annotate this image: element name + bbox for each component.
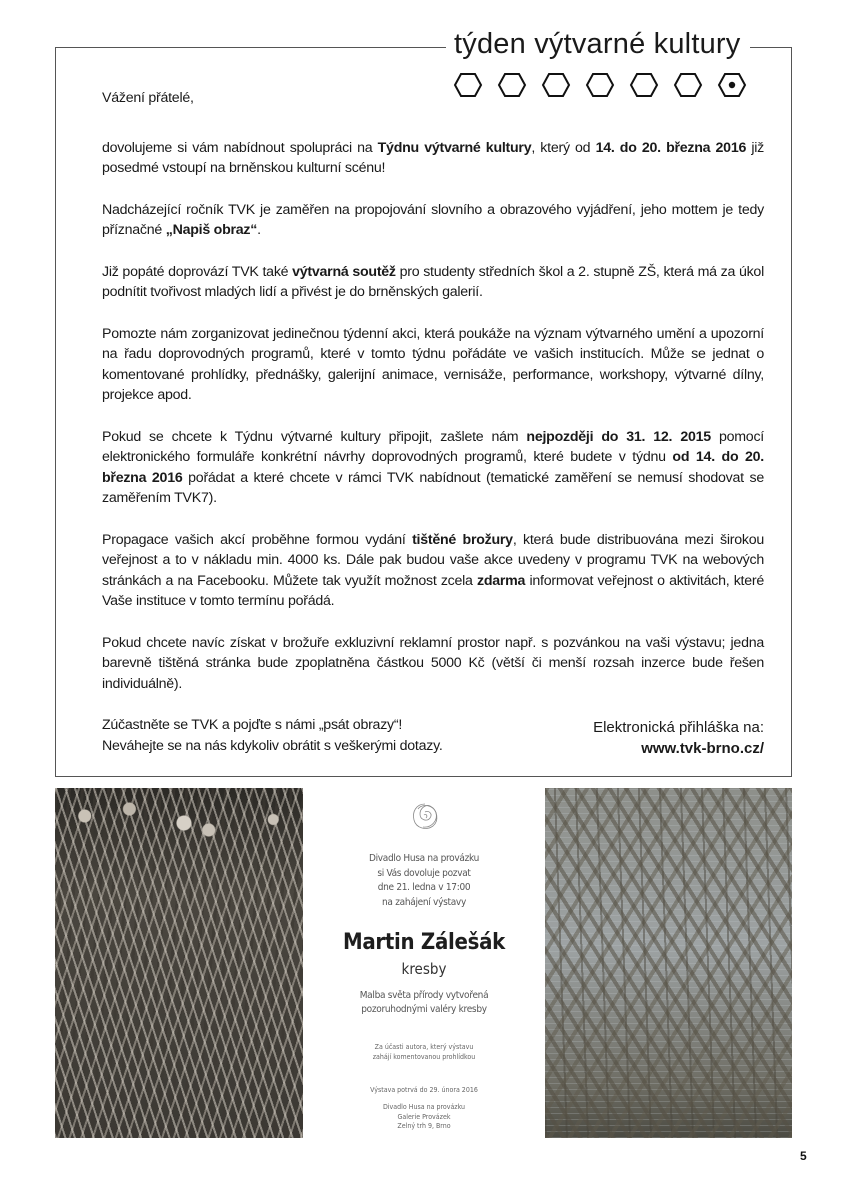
emphasis-text: 14. do 20. března 2016 — [595, 139, 747, 156]
body-text: Pomozte nám zorganizovat jedinečnou týdenní akci, která poukáže na význam výtvarného umění a upozorní na řadu doprovodných programů, které v tomto týdnu pořádáte ve vašich institucích. Může se jednat o komentované prohlídky, přednášky, galerijní animace, vernisáže, performance, workshopy, výtvarné dílny, projekce apod. — [102, 325, 764, 403]
application-url-link[interactable]: www.tvk-brno.cz/ — [641, 740, 764, 757]
body-text: Nadcházející ročník TVK je zaměřen na propojování slovního a obrazového vyjádření, jeho mottem je tedy příznačné — [102, 201, 764, 238]
body-text: Již popáté doprovází TVK také — [102, 263, 293, 280]
invitation-intro — [303, 852, 545, 910]
address-line: Galerie Provázek — [397, 1112, 451, 1121]
letter-paragraph — [102, 200, 764, 241]
emphasis-text: od 14. do 20. března 2016 — [102, 449, 764, 486]
emphasis-text: „Napiš obraz“ — [165, 222, 258, 238]
address-line: Zelný trh 9, Brno — [397, 1122, 451, 1130]
description-line: Malba světa přírody vytvořená — [359, 990, 489, 1001]
body-text: již posedmé vstoupí na brněnskou kulturní scénu! — [102, 139, 765, 176]
body-text: , která bude distribuována mezi širokou veřejnost a to v nákladu min. 4000 ks. Dále pak budou vaše akce uvedeny v programu TVK na webových stránkách a na Facebooku. Můžete tak využít možnost zcela — [102, 531, 764, 589]
exhibition-note — [303, 1043, 545, 1062]
exhibition-subtitle: kresby — [401, 960, 447, 978]
body-text: pomocí elektronického formuláře konkrétní návrhy doprovodných programů, které budete v týdnu — [102, 428, 764, 465]
letter-body — [102, 88, 764, 757]
letter-paragraph — [102, 530, 764, 612]
emphasis-text: nejpozději do 31. 12. 2015 — [526, 428, 711, 445]
emphasis-text: výtvarná soutěž — [292, 263, 396, 280]
body-text: pořádat a které chcete v rámci TVK nabídnout (tematické zaměření se nemusí shodovat se zaměřením TVK7). — [102, 469, 764, 506]
exhibition-address — [303, 1103, 545, 1132]
body-text: informovat veřejnost o aktivitách, které Vaše instituce v tomto termínu pořádá. — [102, 572, 764, 609]
body-text: dovolujeme si vám nabídnout spolupráci na — [102, 139, 378, 156]
artwork-left-image — [55, 788, 303, 1138]
exhibition-invitation — [303, 788, 545, 1138]
rose-logo-icon — [408, 800, 442, 834]
note-line: zahájí komentovanou prohlídkou — [372, 1052, 476, 1061]
letter-paragraph — [102, 633, 764, 695]
emphasis-text: Týdnu výtvarné kultury — [377, 139, 532, 156]
artwork-right-image — [545, 788, 792, 1138]
intro-line: na zahájení výstavy — [382, 896, 466, 908]
letter-paragraph — [102, 138, 764, 179]
intro-line: Divadlo Husa na provázku — [368, 853, 480, 864]
letter-paragraph — [102, 427, 764, 509]
address-line: Divadlo Husa na provázku — [382, 1103, 466, 1111]
letter-paragraphs — [102, 138, 764, 736]
page-number: 5 — [800, 1149, 807, 1163]
emphasis-text: zdarma — [477, 572, 526, 589]
body-text: . — [257, 222, 261, 238]
body-text: pro studenty středních škol a 2. stupně ZŠ, která má za úkol podnítit tvořivost mladých lidí a přivést je do brněnských galerií. — [102, 263, 764, 300]
note-line: Za účasti autora, který výstavu — [374, 1043, 474, 1051]
artist-name: Martin Zálešák — [342, 930, 506, 955]
application-block — [593, 717, 764, 759]
intro-line: dne 21. ledna v 17:00 — [377, 882, 471, 893]
intro-line: si Vás dovoluje pozvat — [377, 867, 471, 879]
closing-text: Neváhejte se na nás kdykoliv obrátit s veškerými dotazy. — [102, 738, 443, 754]
greeting: Vážení přátelé, — [102, 90, 194, 106]
body-text: Propagace vašich akcí proběhne formou vydání — [102, 531, 413, 548]
body-text: , který od — [531, 139, 596, 156]
description-line: pozoruhodnými valéry kresby — [361, 1004, 487, 1015]
exhibition-duration: Výstava potrvá do 29. února 2016 — [370, 1086, 478, 1094]
body-text: Zúčastněte se TVK a pojďte s námi „psát obrazy“! — [102, 717, 403, 733]
application-label: Elektronická přihláška na: — [593, 719, 764, 736]
letter-paragraph — [102, 324, 764, 406]
body-text: Pokud se chcete k Týdnu výtvarné kultury připojit, zašlete nám — [102, 428, 527, 445]
emphasis-text: tištěné brožury — [412, 531, 513, 548]
header-title: týden výtvarné kultury — [446, 24, 750, 64]
exhibition-description — [303, 989, 545, 1017]
body-text: Pokud chcete navíc získat v brožuře exkluzivní reklamní prostor např. s pozvánkou na vaši výstavu; jedna barevně tištěná stránka bude zpoplatněna částkou 5000 Kč (větší či menší rozsah inzerce bude řešen individuálně). — [102, 634, 764, 692]
letter-paragraph — [102, 262, 764, 303]
